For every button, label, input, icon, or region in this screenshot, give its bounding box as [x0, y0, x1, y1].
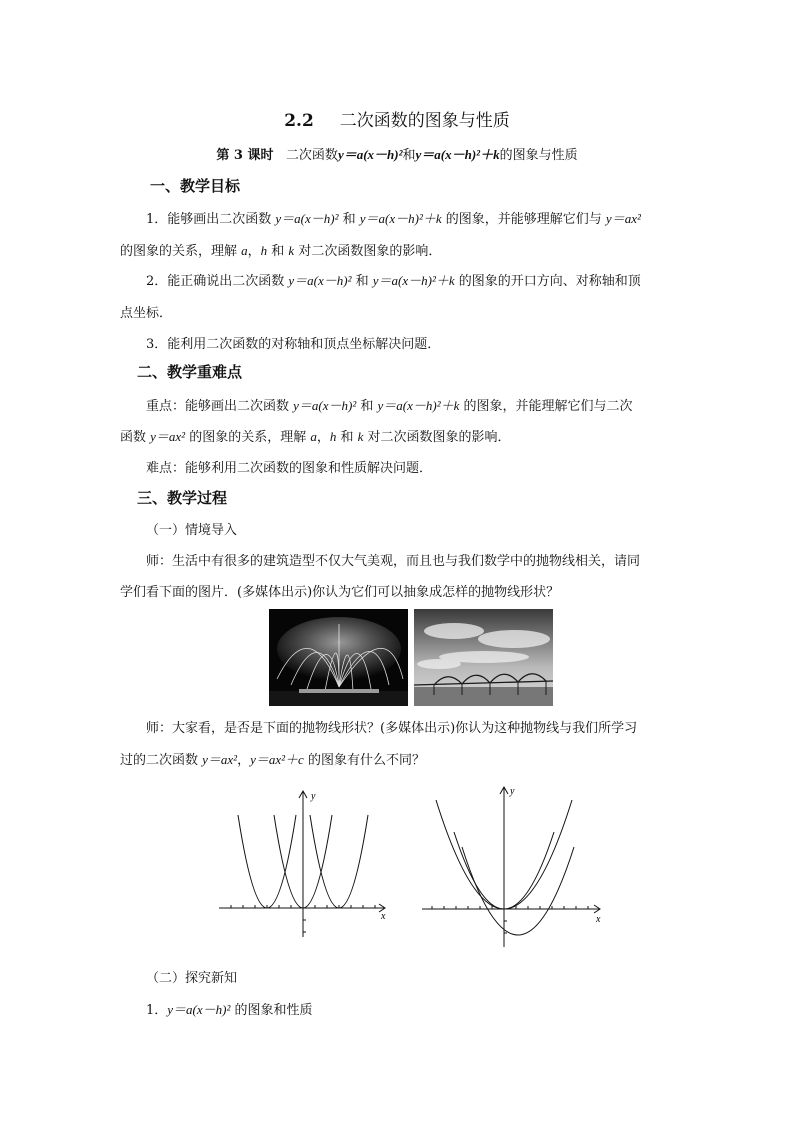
subtitle-suffix: 的图象与性质	[499, 148, 578, 163]
formula: y＝a(x－h)²	[337, 147, 403, 162]
paragraph-line: 点坐标．	[120, 306, 173, 321]
subtitle-prefix: 二次函数	[285, 148, 338, 163]
parabola-shifted	[462, 847, 574, 935]
paragraph-line: 师：生活中有很多的建筑造型不仅大气美观，而且也与我们数学中的抛物线相关，请同	[146, 554, 641, 569]
paragraph-line: 重点：能够画出二次函数 y＝a(x－h)² 和 y＝a(x－h)²＋k 的图象，并能理解它们与二次	[146, 398, 633, 414]
parabola-right	[310, 815, 368, 908]
paragraph-line: 1．y＝a(x－h)² 的图象和性质	[146, 1002, 313, 1018]
parabola-left	[238, 815, 296, 908]
tick-marks	[432, 906, 588, 933]
y-axis-label: y	[510, 786, 515, 797]
x-axis-label: x	[381, 911, 386, 922]
lesson-number: 第 3 课时	[216, 148, 274, 163]
paragraph-line: 难点：能够利用二次函数的图象和性质解决问题．	[146, 461, 433, 476]
subsection-heading: （一）情境导入	[146, 523, 238, 538]
lesson-subtitle	[0, 144, 794, 163]
x-axis-label: x	[596, 914, 601, 925]
section-number: 2.2	[284, 111, 314, 131]
section-heading: 三、教学过程	[137, 489, 228, 507]
paragraph-line: 函数 y＝ax² 的图象的关系，理解 a，h 和 k 对二次函数图象的影响．	[120, 429, 511, 445]
subtitle-and: 和	[402, 148, 416, 163]
formula: y＝a(x－h)²＋k	[415, 147, 500, 162]
parabola-graph-right	[418, 782, 608, 952]
title-text: 二次函数的图象与性质	[339, 111, 510, 131]
section-heading: 二、教学重难点	[137, 363, 243, 381]
subsection-heading: （二）探究新知	[146, 971, 238, 986]
paragraph-line: 过的二次函数 y＝ax²，y＝ax²＋c 的图象有什么不同？	[120, 752, 425, 768]
parabola-graph-left	[215, 785, 395, 945]
paragraph-line: 师：大家看，是否是下面的抛物线形状？(多媒体出示)你认为这种抛物线与我们所学习	[146, 721, 638, 736]
y-axis-label: y	[311, 791, 316, 802]
section-heading: 一、教学目标	[150, 177, 241, 195]
fountain-photo	[269, 609, 408, 706]
paragraph-line: 2．能正确说出二次函数 y＝a(x－h)² 和 y＝a(x－h)²＋k 的图象的开口方向、对称轴和顶	[146, 273, 641, 289]
paragraph-line: 的图象的关系，理解 a，h 和 k 对二次函数图象的影响．	[120, 243, 442, 259]
page-title	[0, 106, 794, 131]
paragraph-line: 学们看下面的图片．(多媒体出示)你认为它们可以抽象成怎样的抛物线形状？	[120, 585, 560, 600]
paragraph-line: 3．能利用二次函数的对称轴和顶点坐标解决问题．	[146, 337, 441, 352]
bridge-photo	[414, 609, 553, 706]
paragraph-line: 1．能够画出二次函数 y＝a(x－h)² 和 y＝a(x－h)²＋k 的图象，并能够理解它们与 y＝ax²	[146, 211, 641, 227]
